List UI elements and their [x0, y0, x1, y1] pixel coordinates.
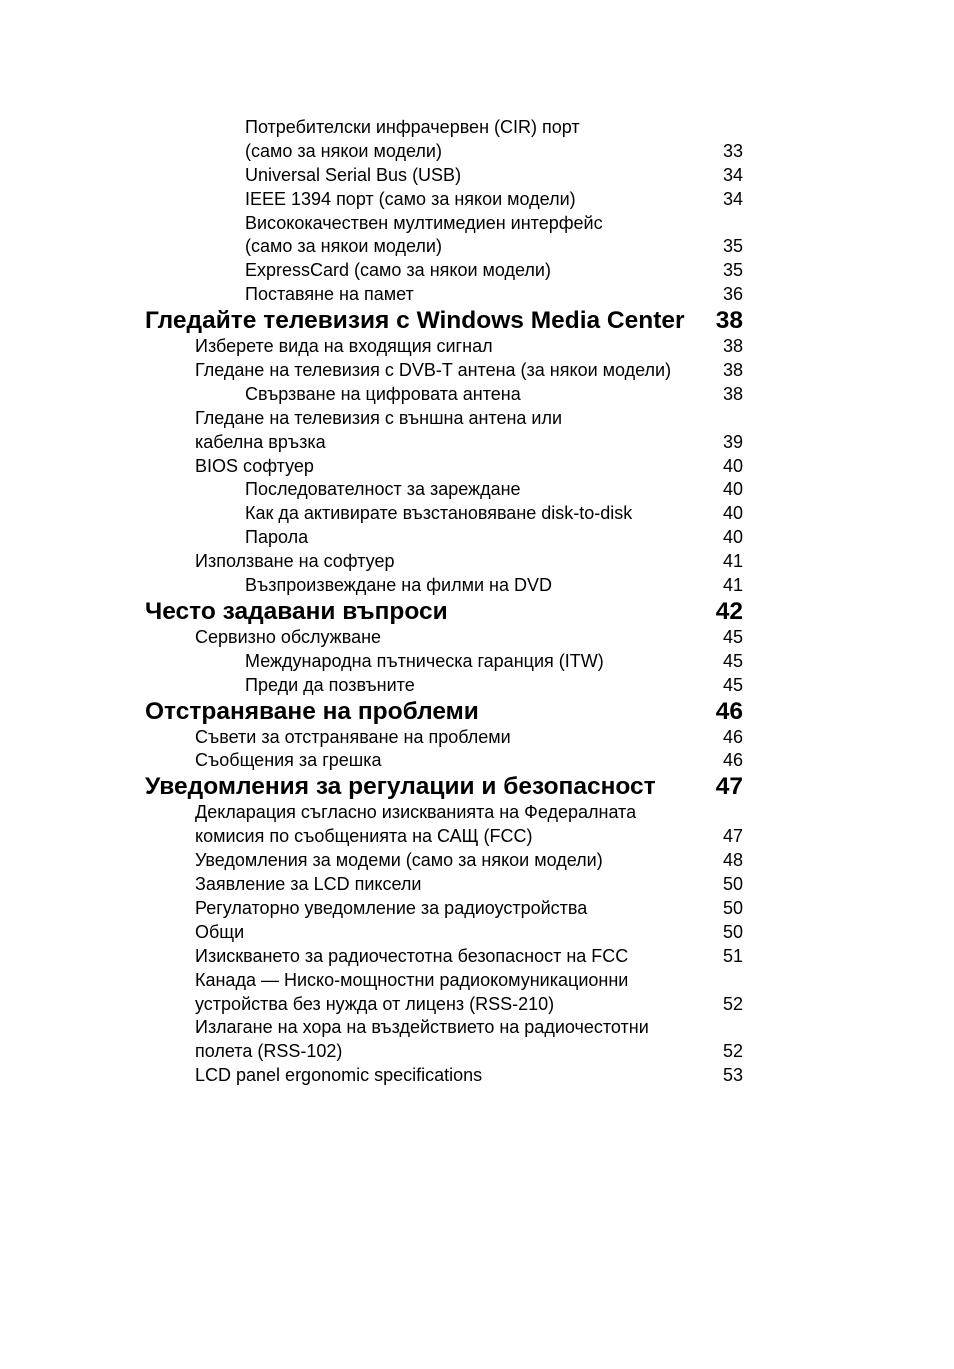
toc-entry-title: (само за някои модели): [245, 236, 442, 257]
toc-page-number: 41: [722, 575, 743, 596]
toc-page-number: 35: [722, 236, 743, 257]
toc-page-number: 35: [722, 260, 743, 281]
toc-entry-title: Висококачествен мултимедиен интерфейс: [245, 212, 603, 233]
toc-entry-row[interactable]: [0, 116, 954, 140]
toc-entry-row[interactable]: [0, 526, 954, 550]
toc-page-number: 45: [722, 674, 743, 695]
toc-entry-title: кабелна връзка: [195, 431, 326, 452]
toc-page-number: 40: [722, 527, 743, 548]
toc-page-number: 38: [722, 336, 743, 357]
toc-entry-title: Съобщения за грешка: [195, 750, 382, 771]
toc-entry-title: Парола: [245, 527, 309, 548]
toc-page-number: 42: [715, 597, 743, 625]
toc-entry-row[interactable]: [0, 212, 954, 236]
toc-entry-row[interactable]: [0, 359, 954, 383]
toc-entry-title: IEEE 1394 порт (само за някои модели): [245, 188, 576, 209]
toc-entry-row[interactable]: [0, 574, 954, 598]
toc-entry-title: Изискването за радиочестотна безопасност на FCC: [195, 945, 629, 966]
toc-entry-row[interactable]: [0, 164, 954, 188]
toc-entry-title: комисия по съобщенията на САЩ (FCC): [195, 826, 533, 847]
toc-entry-title: Свързване на цифровата антена: [245, 383, 521, 404]
toc-page-number: 50: [722, 897, 743, 918]
toc-entry-title: BIOS софтуер: [195, 455, 314, 476]
toc-entry-title: Международна пътническа гаранция (ITW): [245, 650, 604, 671]
toc-page-number: 53: [722, 1065, 743, 1086]
toc-entry-row[interactable]: [0, 259, 954, 283]
toc-entry-title: (само за някои модели): [245, 140, 442, 161]
toc-entry-title: устройства без нужда от лиценз (RSS-210): [195, 993, 555, 1014]
toc-entry-title: Потребителски инфрачервен (CIR) порт: [245, 117, 580, 137]
toc-page-number: 38: [722, 360, 743, 381]
toc-page-number: 52: [722, 993, 743, 1014]
table-of-contents: [0, 116, 954, 1088]
toc-entry-row[interactable]: [0, 502, 954, 526]
toc-entry-title: Как да активирате възстановяване disk-to-disk: [245, 503, 633, 524]
toc-entry-row[interactable]: [0, 945, 954, 969]
toc-entry-title: Канада — Ниско-мощностни радиокомуникационни: [195, 969, 629, 990]
toc-entry-row[interactable]: [0, 235, 954, 259]
toc-chapter-title: Отстраняване на проблеми: [145, 697, 479, 725]
toc-page-number: 48: [722, 850, 743, 871]
toc-entry-row[interactable]: [0, 749, 954, 773]
toc-entry-title: Изберете вида на входящия сигнал: [195, 336, 493, 357]
toc-entry-row[interactable]: [0, 188, 954, 212]
toc-entry-row[interactable]: [0, 726, 954, 750]
toc-page-number: 46: [715, 697, 743, 725]
toc-entry-row[interactable]: [0, 335, 954, 359]
toc-entry-row[interactable]: [0, 801, 954, 825]
toc-page-number: 50: [722, 921, 743, 942]
toc-chapter-row[interactable]: [0, 698, 954, 726]
toc-entry-title: Гледане на телевизия с DVB-T антена (за някои модели): [195, 360, 672, 381]
toc-entry-row[interactable]: [0, 1016, 954, 1040]
toc-entry-title: Общи: [195, 921, 245, 942]
toc-entry-title: Съвети за отстраняване на проблеми: [195, 726, 511, 747]
toc-chapter-title: Често задавани въпроси: [145, 597, 448, 625]
toc-entry-row[interactable]: [0, 283, 954, 307]
toc-page-number: 36: [722, 284, 743, 305]
toc-entry-row[interactable]: [0, 873, 954, 897]
toc-entry-title: Преди да позвъните: [245, 674, 415, 695]
toc-chapter-row[interactable]: [0, 773, 954, 801]
toc-page-number: 46: [722, 726, 743, 747]
toc-entry-title: полета (RSS-102): [195, 1041, 343, 1062]
toc-entry-title: Възпроизвеждане на филми на DVD: [245, 575, 552, 596]
toc-entry-row[interactable]: [0, 1040, 954, 1064]
toc-entry-title: Гледане на телевизия с външна антена или: [195, 407, 563, 428]
toc-chapter-row[interactable]: [0, 307, 954, 335]
toc-entry-row[interactable]: [0, 383, 954, 407]
toc-entry-row[interactable]: [0, 626, 954, 650]
toc-entry-title: Universal Serial Bus (USB): [245, 164, 462, 185]
toc-entry-row[interactable]: [0, 993, 954, 1017]
toc-entry-row[interactable]: [0, 849, 954, 873]
toc-page-number: 51: [722, 945, 743, 966]
toc-entry-row[interactable]: [0, 407, 954, 431]
toc-entry-row[interactable]: [0, 431, 954, 455]
toc-page-number: 47: [715, 773, 743, 801]
toc-entry-row[interactable]: [0, 921, 954, 945]
toc-entry-title: Заявление за LCD пиксели: [195, 874, 422, 895]
toc-entry-row[interactable]: [0, 140, 954, 164]
toc-chapter-title: Гледайте телевизия с Windows Media Center: [145, 307, 685, 335]
toc-page-number: 45: [722, 626, 743, 647]
toc-entry-title: Поставяне на памет: [245, 284, 414, 305]
toc-page-number: 40: [722, 503, 743, 524]
toc-entry-title: Последователност за зареждане: [245, 479, 521, 500]
toc-entry-title: Сервизно обслужване: [195, 626, 382, 647]
toc-page-number: 38: [715, 307, 743, 335]
toc-chapter-row[interactable]: [0, 598, 954, 626]
toc-chapter-title: Уведомления за регулации и безопасност: [145, 773, 656, 801]
toc-entry-title: Уведомления за модеми (само за някои модели): [195, 850, 603, 871]
toc-page-number: 46: [722, 750, 743, 771]
toc-page-number: 45: [722, 650, 743, 671]
toc-page-number: 33: [722, 140, 743, 161]
toc-entry-row[interactable]: [0, 897, 954, 921]
toc-entry-row[interactable]: [0, 1064, 954, 1088]
toc-page-number: 41: [722, 551, 743, 572]
toc-page-number: 39: [722, 431, 743, 452]
toc-entry-row[interactable]: [0, 455, 954, 479]
toc-page-number: 47: [722, 826, 743, 847]
toc-entry-title: Декларация съгласно изискванията на Федералната: [195, 802, 637, 823]
toc-entry-row[interactable]: [0, 550, 954, 574]
toc-entry-row[interactable]: [0, 825, 954, 849]
toc-page-number: 40: [722, 479, 743, 500]
toc-page-number: 50: [722, 874, 743, 895]
toc-entry-title: Регулаторно уведомление за радиоустройства: [195, 897, 588, 918]
toc-entry-row[interactable]: [0, 674, 954, 698]
toc-entry-row[interactable]: [0, 650, 954, 674]
toc-entry-title: Използване на софтуер: [195, 551, 395, 572]
toc-page-number: 40: [722, 455, 743, 476]
toc-page-number: 34: [722, 188, 743, 209]
toc-entry-title: ExpressCard (само за някои модели): [245, 260, 551, 281]
toc-page-number: 52: [722, 1041, 743, 1062]
toc-page-number: 38: [722, 383, 743, 404]
toc-page-number: 34: [722, 164, 743, 185]
toc-entry-title: Излагане на хора на въздействието на радиочестотни: [195, 1017, 649, 1038]
toc-entry-row[interactable]: [0, 969, 954, 993]
toc-entry-title: LCD panel ergonomic specifications: [195, 1065, 483, 1086]
toc-entry-row[interactable]: [0, 478, 954, 502]
